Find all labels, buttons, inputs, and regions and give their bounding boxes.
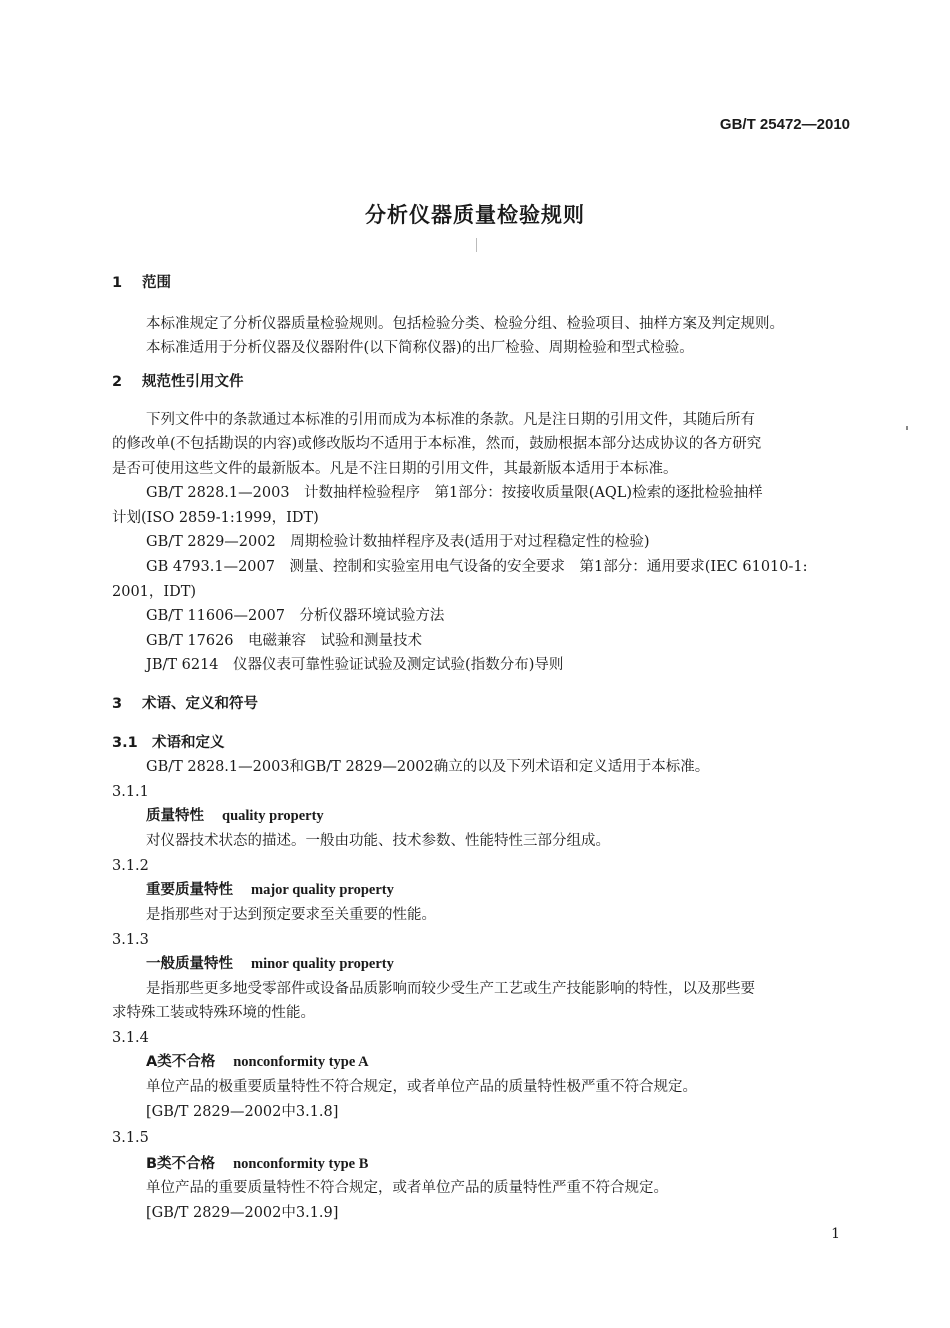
reference-4: GB/T 11606—2007 分析仪器环境试验方法	[146, 608, 445, 624]
standard-code: GB/T 25472—2010	[719, 116, 850, 133]
page-number: 1	[831, 1226, 840, 1242]
reference-6: JB/T 6214 仪器仪表可靠性验证试验及测定试验(指数分布)导则	[146, 657, 564, 673]
term-3-1-4-title: A类不合格 nonconformity type A	[146, 1054, 369, 1070]
section-1-paragraph-2: 本标准适用于分析仪器及仪器附件(以下简称仪器)的出厂检验、周期检验和型式检验。	[146, 340, 694, 356]
term-3-1-1-definition: 对仪器技术状态的描述。一般由功能、技术参数、性能特性三部分组成。	[146, 833, 610, 849]
term-3-1-1-number: 3.1.1	[112, 784, 149, 800]
document-title: 分析仪器质量检验规则	[365, 203, 585, 227]
term-3-1-2-title: 重要质量特性 major quality property	[146, 882, 394, 898]
section-2-heading: 2 规范性引用文件	[112, 374, 244, 390]
section-3-heading: 3 术语、定义和符号	[112, 696, 258, 712]
section-1-paragraph-1: 本标准规定了分析仪器质量检验规则。包括检验分类、检验分组、检验项目、抽样方案及判定规则。	[146, 316, 784, 332]
section-2-intro-line-2: 的修改单(不包括勘误的内容)或修改版均不适用于本标准，然而，鼓励根据本部分达成协议的各方研究	[112, 436, 762, 452]
term-3-1-5-number: 3.1.5	[112, 1130, 149, 1146]
scan-mark	[476, 238, 477, 252]
term-3-1-4-source: [GB/T 2829—2002中3.1.8]	[146, 1104, 339, 1120]
term-3-1-2-number: 3.1.2	[112, 858, 149, 874]
section-1-heading: 1 范围	[112, 275, 171, 291]
section-3-1-heading: 3.1 术语和定义	[112, 735, 225, 751]
term-3-1-4-definition: 单位产品的极重要质量特性不符合规定，或者单位产品的质量特性极严重不符合规定。	[146, 1079, 697, 1095]
term-3-1-4-number: 3.1.4	[112, 1030, 149, 1046]
term-3-1-5-title: B类不合格 nonconformity type B	[146, 1156, 369, 1172]
term-3-1-2-definition: 是指那些对于达到预定要求至关重要的性能。	[146, 907, 436, 923]
reference-1-line-2: 计划(ISO 2859-1:1999，IDT)	[112, 510, 319, 526]
section-2-intro-line-1: 下列文件中的条款通过本标准的引用而成为本标准的条款。凡是注日期的引用文件，其随后所有	[146, 412, 755, 428]
scan-speck	[906, 426, 908, 430]
reference-2: GB/T 2829—2002 周期检验计数抽样程序及表(适用于对过程稳定性的检验)	[146, 534, 650, 550]
term-3-1-5-definition: 单位产品的重要质量特性不符合规定，或者单位产品的质量特性严重不符合规定。	[146, 1180, 668, 1196]
section-3-1-text: GB/T 2828.1—2003和GB/T 2829—2002确立的以及下列术语和定义适用于本标准。	[146, 759, 710, 775]
reference-3-line-2: 2001，IDT)	[112, 584, 197, 600]
reference-3-line-1: GB 4793.1—2007 测量、控制和实验室用电气设备的安全要求 第1部分：通用要求(IEC 61010-1:	[146, 559, 808, 575]
term-3-1-3-title: 一般质量特性 minor quality property	[146, 956, 394, 972]
term-3-1-3-number: 3.1.3	[112, 932, 149, 948]
section-2-intro-line-3: 是否可使用这些文件的最新版本。凡是不注日期的引用文件，其最新版本适用于本标准。	[112, 461, 678, 477]
term-3-1-1-title: 质量特性 quality property	[146, 808, 324, 824]
term-3-1-3-definition-line-2: 求特殊工装或特殊环境的性能。	[112, 1005, 315, 1021]
reference-1-line-1: GB/T 2828.1—2003 计数抽样检验程序 第1部分：按接收质量限(AQL)检索的逐批检验抽样	[146, 485, 763, 501]
reference-5: GB/T 17626 电磁兼容 试验和测量技术	[146, 633, 423, 649]
term-3-1-3-definition-line-1: 是指那些更多地受零部件或设备品质影响而较少受生产工艺或生产技能影响的特性，以及那些要	[146, 981, 755, 997]
term-3-1-5-source: [GB/T 2829—2002中3.1.9]	[146, 1205, 339, 1221]
